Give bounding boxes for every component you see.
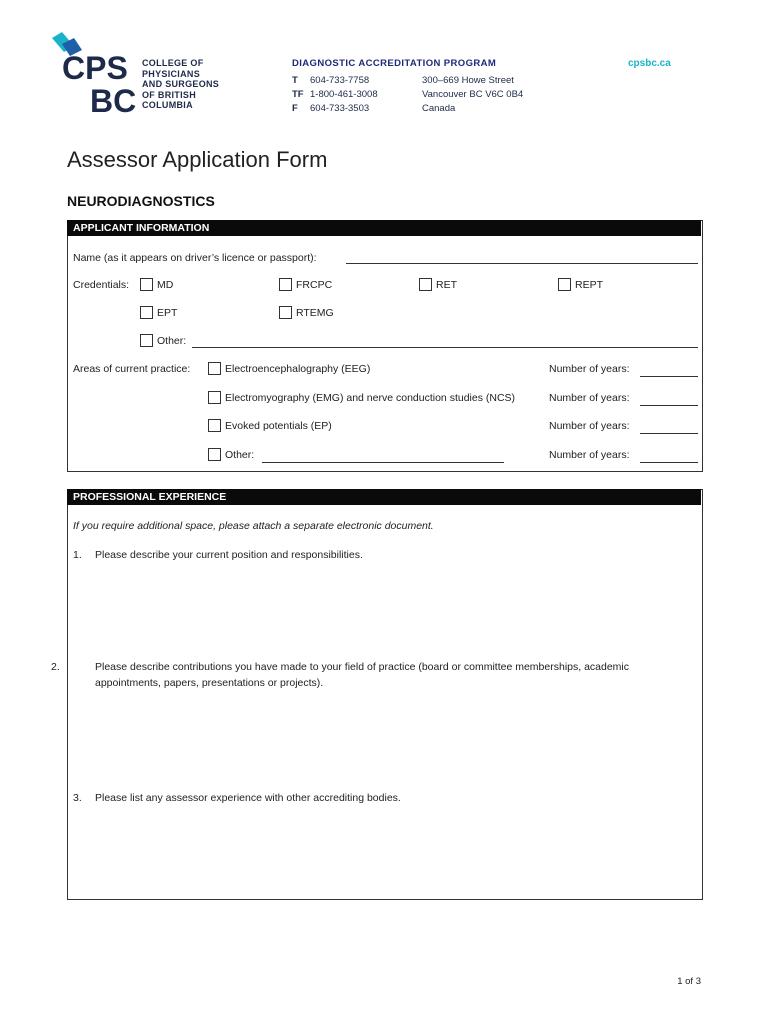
areas-label: Areas of current practice: (73, 363, 191, 375)
program-title: DIAGNOSTIC ACCREDITATION PROGRAM (292, 58, 497, 69)
phone-value: 1-800-461-3008 (310, 89, 378, 100)
question-1 (73, 547, 693, 563)
question-number: 3. (73, 792, 82, 804)
years-other-field[interactable] (640, 462, 698, 463)
area-eeg-label: Electroencephalography (EEG) (225, 363, 371, 375)
credential-ret-checkbox[interactable] (419, 278, 432, 291)
years-emg-field[interactable] (640, 405, 698, 406)
credential-other-checkbox[interactable] (140, 334, 153, 347)
additional-space-note: If you require additional space, please attach a separate electronic document. (73, 520, 434, 532)
area-ep-label: Evoked potentials (EP) (225, 420, 332, 432)
org-name-line: COLUMBIA (142, 100, 193, 110)
area-other-checkbox[interactable] (208, 448, 221, 461)
area-other-field[interactable] (262, 462, 504, 463)
phone-label: T (292, 75, 298, 86)
credential-ret-label: RET (436, 279, 457, 291)
years-label: Number of years: (549, 449, 630, 461)
website-link[interactable]: cpsbc.ca (628, 58, 671, 69)
section-header-experience: PROFESSIONAL EXPERIENCE (67, 489, 701, 505)
phone-value: 604-733-7758 (310, 75, 370, 86)
question-2 (51, 659, 693, 691)
area-ep-checkbox[interactable] (208, 419, 221, 432)
question-text: Please describe your current position and responsibilities. (95, 549, 363, 561)
address-line: Canada (422, 103, 456, 114)
form-subtitle: NEURODIAGNOSTICS (67, 193, 215, 209)
credential-rtemg-checkbox[interactable] (279, 306, 292, 319)
question-number: 1. (73, 549, 82, 561)
org-name-line: OF BRITISH (142, 89, 196, 100)
credential-frcpc-checkbox[interactable] (279, 278, 292, 291)
area-other-label: Other: (225, 449, 255, 461)
years-ep-field[interactable] (640, 433, 698, 434)
org-name (142, 58, 219, 111)
cpsbc-logo-mark (52, 32, 138, 114)
name-field[interactable] (346, 263, 698, 264)
credential-rtemg-label: RTEMG (296, 307, 334, 319)
years-label: Number of years: (549, 420, 630, 432)
question-number: 2. (51, 661, 60, 673)
org-name-line: COLLEGE OF (142, 58, 204, 68)
logo-mark-line-1: CPS (62, 50, 128, 86)
org-name-line: PHYSICIANS (142, 68, 201, 79)
page-number: 1 of 3 (677, 976, 701, 987)
phone-label: F (292, 103, 298, 114)
credential-md-checkbox[interactable] (140, 278, 153, 291)
credential-ept-checkbox[interactable] (140, 306, 153, 319)
credential-ept-label: EPT (157, 307, 178, 319)
section-header-applicant: APPLICANT INFORMATION (67, 220, 701, 236)
question-text: Please list any assessor experience with other accrediting bodies. (95, 792, 401, 804)
question-text: Please describe contributions you have made to your field of practice (board or committee memberships, academic appointments, papers, presentations or projects). (95, 661, 630, 689)
credential-other-label: Other: (157, 335, 187, 347)
answer-2-field[interactable] (94, 698, 694, 784)
answer-1-field[interactable] (94, 568, 694, 652)
years-label: Number of years: (549, 392, 630, 404)
phone-value: 604-733-3503 (310, 103, 370, 114)
years-eeg-field[interactable] (640, 376, 698, 377)
credential-other-field[interactable] (192, 347, 698, 348)
logo-mark-line-2: BC (90, 83, 137, 114)
answer-3-field[interactable] (94, 812, 694, 894)
credential-rept-checkbox[interactable] (558, 278, 571, 291)
phone-label: TF (292, 89, 304, 100)
address-line: Vancouver BC V6C 0B4 (422, 89, 524, 100)
org-name-line: AND SURGEONS (142, 79, 220, 89)
credential-md-label: MD (157, 279, 174, 291)
phone-list (292, 74, 378, 116)
area-emg-label: Electromyography (EMG) and nerve conduction studies (NCS) (225, 392, 516, 404)
name-label: Name (as it appears on driver’s licence or passport): (73, 252, 317, 264)
question-3 (73, 790, 693, 806)
page-title: Assessor Application Form (67, 147, 328, 172)
address-line: 300–669 Howe Street (422, 75, 514, 86)
address (422, 74, 523, 116)
credential-rept-label: REPT (575, 279, 604, 291)
area-emg-checkbox[interactable] (208, 391, 221, 404)
credentials-label: Credentials: (73, 279, 130, 291)
years-label: Number of years: (549, 363, 630, 375)
area-eeg-checkbox[interactable] (208, 362, 221, 375)
credential-frcpc-label: FRCPC (296, 279, 333, 291)
